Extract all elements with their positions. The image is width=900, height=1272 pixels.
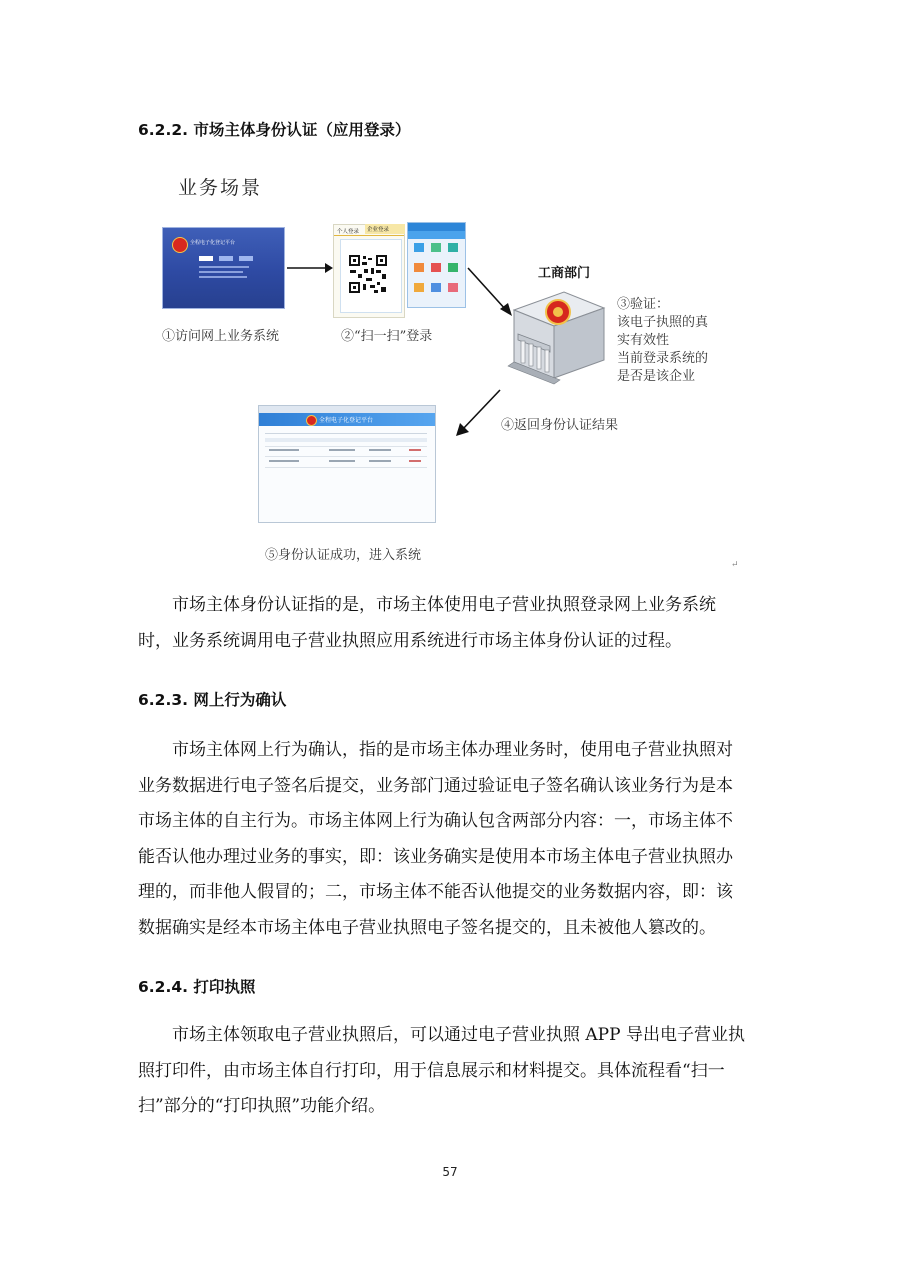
website-screenshot: [162, 227, 285, 309]
tab-enterprise-login: 企业登录: [367, 227, 390, 233]
app-grid-icon: [431, 243, 441, 252]
section-heading-6-2-2: 6.2.2. 市场主体身份认证（应用登录）: [138, 121, 411, 139]
enterprise-login-tab: [365, 224, 405, 234]
system-title: 全程电子化登记平台: [319, 417, 374, 424]
government-building-icon: [500, 286, 612, 386]
step-3-caption: ③验证： 该电子执照的真 实有效性 当前登录系统的 是否是该企业: [617, 297, 709, 384]
app-grid-icon: [414, 283, 424, 292]
step-4-caption: ④返回身份认证结果: [501, 418, 619, 433]
scene-title: 业务场景: [178, 177, 263, 199]
section-heading-6-2-4: 6.2.4. 打印执照: [138, 978, 256, 996]
section-heading-6-2-3: 6.2.3. 网上行为确认: [138, 691, 287, 709]
arrow-right-icon: [287, 262, 333, 274]
page-number: 57: [442, 1165, 458, 1179]
mobile-app-screenshot: [407, 222, 466, 308]
app-grid-icon: [448, 283, 458, 292]
system-screenshot: [258, 405, 436, 523]
paragraph-6-2-3: 市场主体网上行为确认，指的是市场主体办理业务时，使用电子营业执照对 业务数据进行电子签名后提交，业务部门通过验证电子签名确认该业务行为是本 市场主体的自主行为。市场主体网上行为确认包含两部分内容：一，市场主体不 能否认他办理过业务的事实，即：该业务确实是使用本市场主体电子营业执照办 理的，而非他人假冒的；二，市场主体不能否认他提交的业务数据内容，即：该 数据确实是经本市场主体电子营业执照电子签名提交的，且未被他人篡改的。: [138, 740, 733, 938]
arrow-down-left-icon: [454, 388, 502, 438]
app-grid-icon: [448, 243, 458, 252]
app-grid-icon: [414, 263, 424, 272]
national-emblem-icon: [306, 415, 317, 426]
step-2-caption: ②“扫一扫”登录: [341, 329, 433, 344]
qr-code-icon: [348, 254, 388, 294]
site-button: [199, 256, 213, 261]
app-grid-icon: [448, 263, 458, 272]
step-5-caption: ⑤身份认证成功，进入系统: [265, 548, 422, 563]
app-grid-icon: [414, 243, 424, 252]
department-label: 工商部门: [538, 266, 591, 281]
tab-personal-login: 个人登录: [337, 229, 360, 235]
qr-login-screenshot: [333, 224, 405, 318]
paragraph-6-2-2: 市场主体身份认证指的是，市场主体使用电子营业执照登录网上业务系统 时，业务系统调用电子营业执照应用系统进行市场主体身份认证的过程。: [138, 595, 716, 651]
app-grid-icon: [431, 263, 441, 272]
site-title: 全程电子化登记平台: [190, 240, 236, 246]
paragraph-6-2-4: 市场主体领取电子营业执照后，可以通过电子营业执照 APP 导出电子营业执 照打印件，由市场主体自行打印，用于信息展示和材料提交。具体流程看“扫一 扫”部分的“打印执照”功能介绍。: [138, 1025, 745, 1116]
step-1-caption: ①访问网上业务系统: [162, 329, 280, 344]
national-emblem-icon: [172, 237, 188, 253]
app-grid-icon: [431, 283, 441, 292]
paragraph-mark-icon: ↵: [731, 560, 739, 570]
